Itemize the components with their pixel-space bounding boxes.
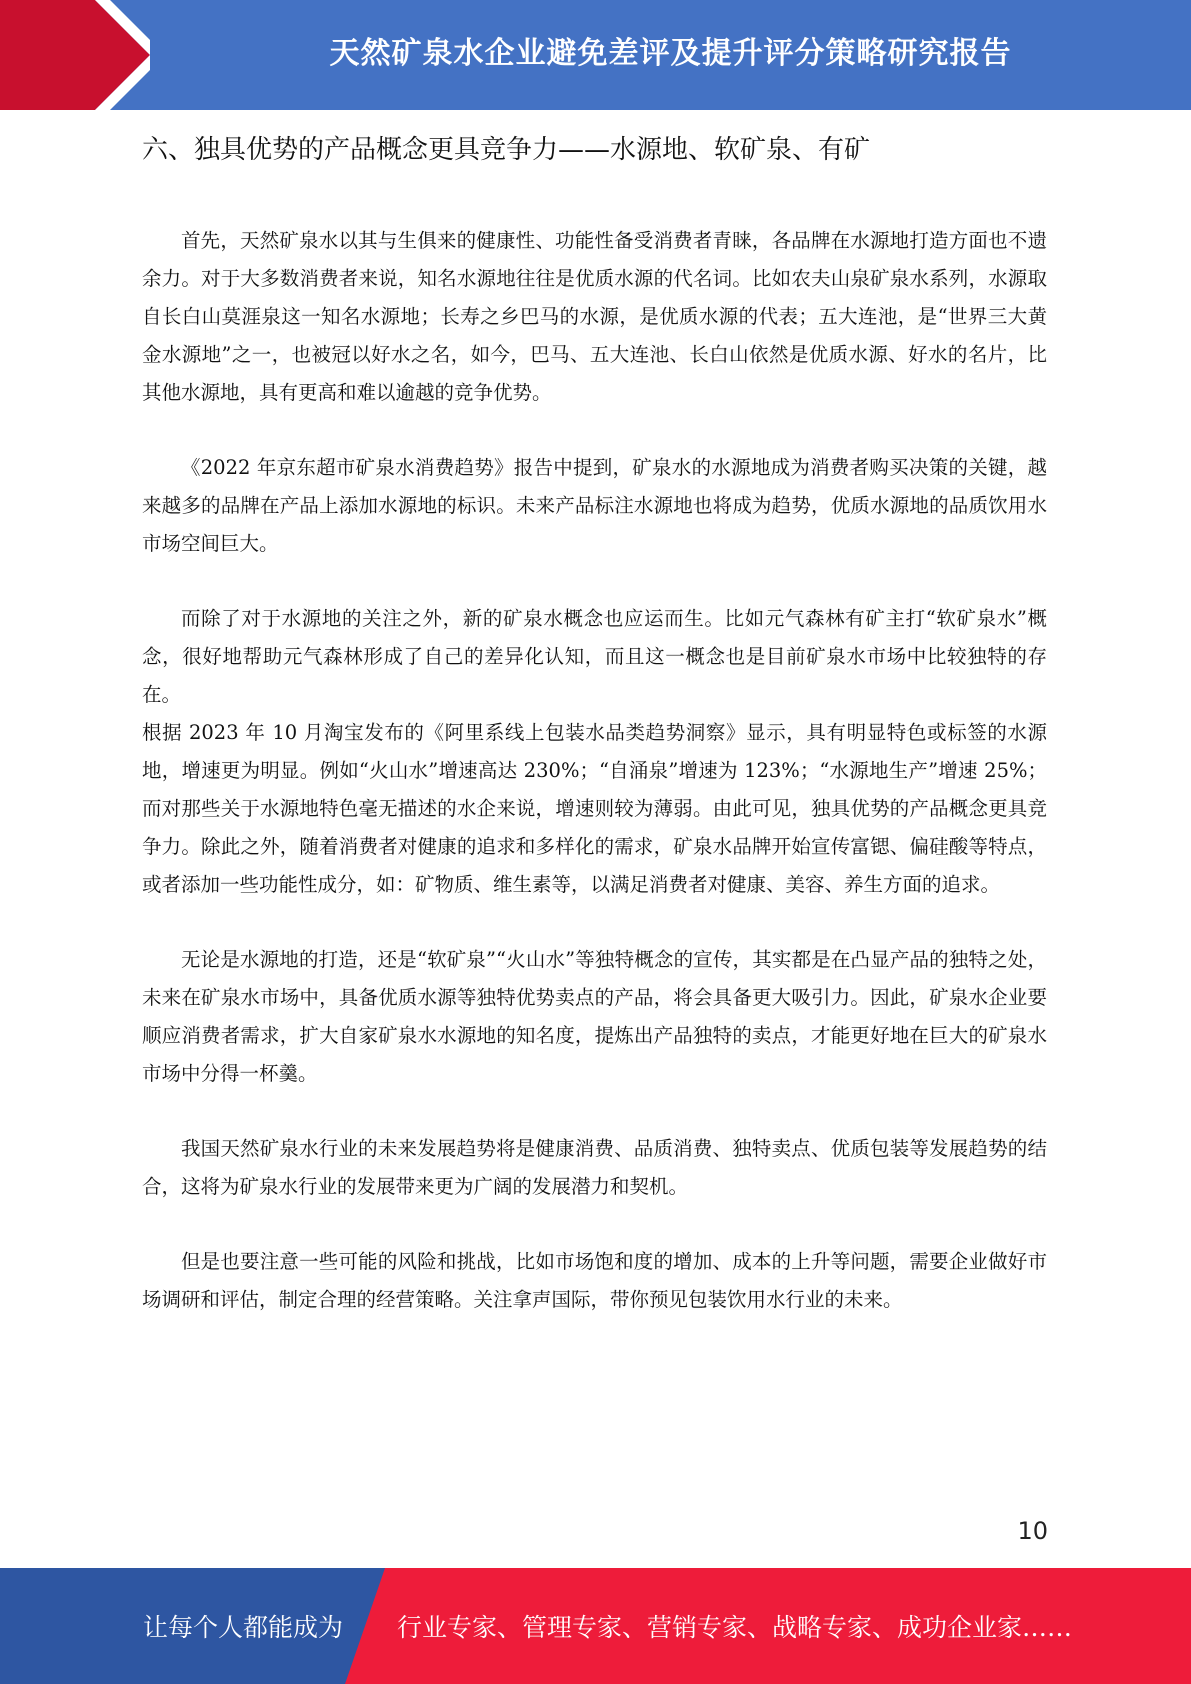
footer-slogan-right: 行业专家、管理专家、营销专家、战略专家、成功企业家…… [397,1613,1073,1642]
paragraph: 而除了对于水源地的关注之外，新的矿泉水概念也应运而生。比如元气森林有矿主打“软矿泉水”概念，很好地帮助元气森林形成了自己的差异化认知，而且这一概念也是目前矿泉水市场中比较独特的存在。 [142,607,1047,706]
paragraph: 首先，天然矿泉水以其与生俱来的健康性、功能性备受消费者青睐，各品牌在水源地打造方面也不遗余力。对于大多数消费者来说，知名水源地往往是优质水源的代名词。比如农夫山泉矿泉水系列，水源取自长白山莫涯泉这一知名水源地；长寿之乡巴马的水源，是优质水源的代表；五大连池，是“世界三大黄金水源地”之一，也被冠以好水之名，如今，巴马、五大连池、长白山依然是优质水源、好水的名片，比其他水源地，具有更高和难以逾越的竞争优势。 [142,229,1047,404]
paragraph: 无论是水源地的打造，还是“软矿泉”“火山水”等独特概念的宣传，其实都是在凸显产品的独特之处，未来在矿泉水市场中，具备优质水源等独特优势卖点的产品，将会具备更大吸引力。因此，矿泉水企业要顺应消费者需求，扩大自家矿泉水水源地的知名度，提炼出产品独特的卖点，才能更好地在巨大的矿泉水市场中分得一杯羹。 [142,948,1047,1085]
paragraph: 《2022 年京东超市矿泉水消费趋势》报告中提到，矿泉水的水源地成为消费者购买决策的关键，越来越多的品牌在产品上添加水源地的标识。未来产品标注水源地也将成为趋势，优质水源地的品质饮用水市场空间巨大。 [142,456,1047,555]
page-header [0,0,1191,110]
paragraph: 根据 2023 年 10 月淘宝发布的《阿里系线上包装水品类趋势洞察》显示，具有明显特色或标签的水源地，增速更为明显。例如“火山水”增速高达 230%；“自涌泉”增速为 123%；“水源地生产”增速 25%；而对那些关于水源地特色毫无描述的水企来说，增速则较为薄弱。由此可见，独具优势的产品概念更具竞争力。除此之外，随着消费者对健康的追求和多样化的需求，矿泉水品牌开始宣传富锶、偏硅酸等特点，或者添加一些功能性成分，如：矿物质、维生素等，以满足消费者对健康、美容、养生方面的追求。 [142,721,1047,896]
document-title: 天然矿泉水企业避免差评及提升评分策略研究报告 [329,36,1012,71]
body-text [142,222,1047,1319]
footer-slogan-left: 让每个人都能成为 [143,1613,344,1642]
paragraph: 我国天然矿泉水行业的未来发展趋势将是健康消费、品质消费、独特卖点、优质包装等发展趋势的结合，这将为矿泉水行业的发展带来更为广阔的发展潜力和契机。 [142,1137,1047,1198]
paragraph: 但是也要注意一些可能的风险和挑战，比如市场饱和度的增加、成本的上升等问题，需要企业做好市场调研和评估，制定合理的经营策略。关注拿声国际，带你预见包装饮用水行业的未来。 [142,1250,1047,1311]
page-number: 10 [1017,1517,1048,1545]
page-footer [0,1568,1191,1684]
section-heading: 六、独具优势的产品概念更具竞争力——水源地、软矿泉、有矿 [142,135,871,165]
header-arrow-decoration [0,0,150,110]
